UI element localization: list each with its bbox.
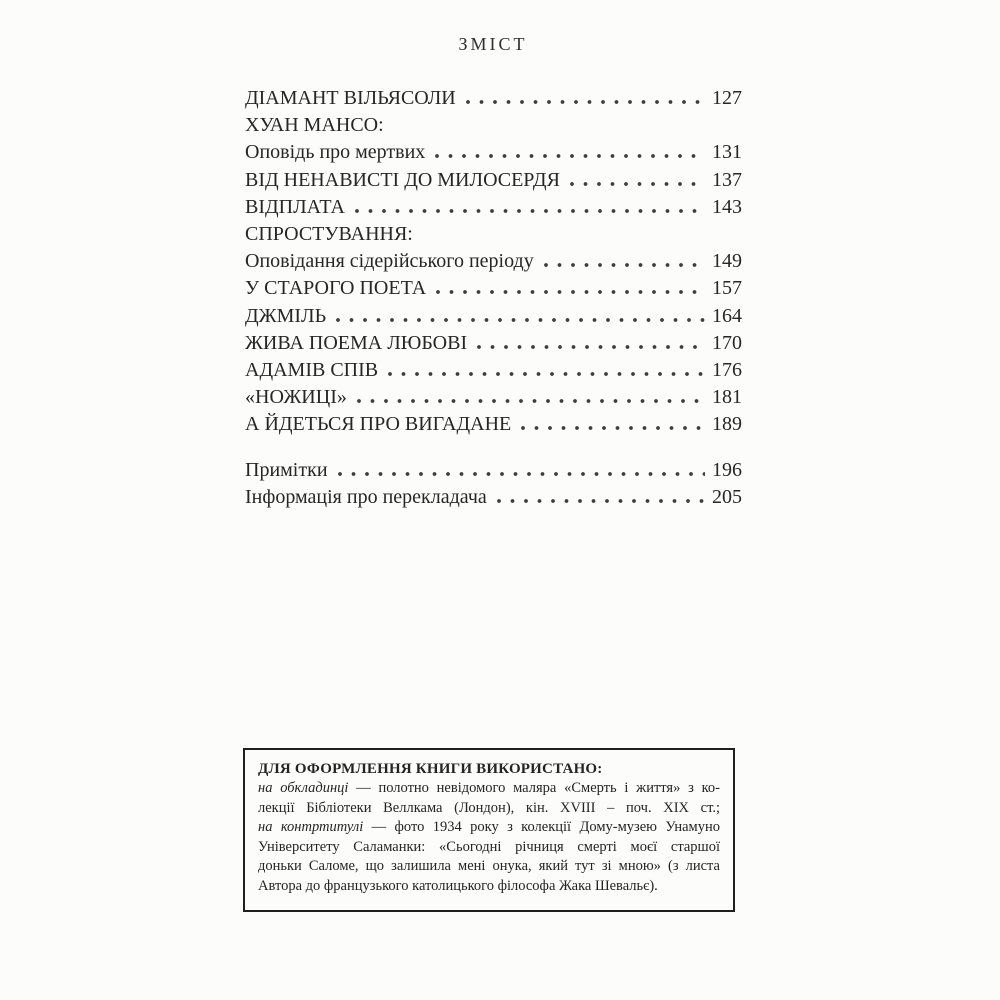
colophon-line (258, 877, 720, 897)
page-title: ЗМІСТ (458, 34, 528, 54)
toc-entry (245, 484, 742, 511)
toc-entry (245, 85, 742, 112)
toc-entry (245, 457, 742, 484)
colophon-line-text: лекції Бібліотеки Веллкама (Лондон), кін. XVIII – поч. XIX ст.; (258, 799, 720, 816)
colophon-line-text: — фото 1934 року з колекції Дому-музею Унамуно (363, 819, 720, 836)
dot-leader (435, 154, 705, 158)
toc-entry-label: «НОЖИЦІ» (245, 386, 347, 409)
toc-entry (245, 330, 742, 357)
toc-entry (245, 411, 742, 438)
toc-entry-label: ХУАН МАНСО: (245, 114, 384, 137)
toc-entry-page: 131 (712, 141, 742, 164)
colophon-box (243, 748, 735, 912)
dot-leader (544, 263, 705, 267)
colophon-line-text: доньки Саломе, що залишила мені онука, який тут зі мною» (з листа (258, 858, 720, 875)
toc-entry-label: ЖИВА ПОЕМА ЛЮБОВІ (245, 331, 468, 354)
toc-entry-label: АДАМІВ СПІВ (245, 359, 379, 382)
dot-leader (466, 100, 705, 104)
colophon-line-italic: на контртитулі (258, 819, 364, 836)
dot-leader (338, 472, 705, 476)
toc-entry-label: СПРОСТУВАННЯ: (245, 223, 413, 246)
colophon-line-text: — полотно невідомого маляра «Смерть і життя» з ко- (348, 780, 720, 796)
toc-entry-page: 196 (712, 458, 742, 481)
toc-entry-page: 189 (712, 413, 742, 436)
colophon-line (258, 838, 720, 858)
toc-entry-page: 157 (712, 277, 742, 300)
toc-entry-page: 137 (712, 168, 742, 191)
toc-entry-page: 143 (712, 195, 742, 218)
toc-entry (245, 275, 742, 302)
toc-entry (245, 384, 742, 411)
toc-entry (245, 357, 742, 384)
toc-entry-label: ДЖМІЛЬ (245, 304, 327, 327)
colophon-line-text: Університету Саламанки: «Сьогодні річниця смерті моєї старшої (258, 838, 720, 855)
dot-leader (355, 209, 705, 213)
dot-leader (357, 399, 705, 403)
toc-entry (245, 167, 742, 194)
colophon-line-text: Автора до французького католицького філософа Жака Шевальє). (258, 877, 658, 894)
toc-entry-label: А ЙДЕТЬСЯ ПРО ВИГАДАНЕ (245, 413, 512, 436)
dot-leader (388, 372, 705, 376)
toc-entry (245, 194, 742, 221)
colophon-line (258, 857, 720, 877)
toc-entry-page: 176 (712, 359, 742, 382)
toc-entry (245, 303, 742, 330)
toc-entry-label: ВІДПЛАТА (245, 195, 345, 218)
dot-leader (521, 426, 705, 430)
toc-entry-page: 127 (712, 87, 742, 109)
toc-entry-label: У СТАРОГО ПОЕТА (245, 277, 427, 300)
dot-leader (497, 499, 705, 503)
colophon-line (258, 818, 720, 838)
dot-leader (436, 290, 705, 294)
toc-entry (245, 112, 742, 139)
toc-entry-label: ВІД НЕНАВИСТІ ДО МИЛОСЕРДЯ (245, 168, 560, 191)
toc-entry-page: 149 (712, 250, 742, 273)
toc-entry-page: 164 (712, 304, 742, 327)
toc-entry-label: Оповідь про мертвих (245, 141, 426, 164)
toc-entry-page: 170 (712, 331, 742, 354)
toc-entry-label: Оповідання сідерійського періоду (245, 250, 534, 273)
colophon-text (258, 779, 720, 897)
colophon-line (258, 779, 720, 799)
dot-leader (570, 182, 705, 186)
colophon-line-italic: на обкладинці (258, 780, 349, 796)
toc-entry-label: ДІАМАНТ ВІЛЬЯСОЛИ (245, 87, 456, 109)
toc-entry (245, 139, 742, 166)
toc-entry-label: Інформація про перекладача (245, 485, 487, 508)
toc-entry-page: 205 (712, 485, 742, 508)
colophon-title: ДЛЯ ОФОРМЛЕННЯ КНИГИ ВИКОРИСТАНО: (258, 761, 603, 777)
toc-entry-page: 181 (712, 386, 742, 409)
toc-entry (245, 248, 742, 275)
toc-entry (245, 221, 742, 248)
table-of-contents (245, 85, 742, 511)
dot-leader (477, 345, 705, 349)
toc-entry-label: Примітки (245, 458, 328, 481)
dot-leader (336, 318, 705, 322)
colophon-line (258, 799, 720, 819)
